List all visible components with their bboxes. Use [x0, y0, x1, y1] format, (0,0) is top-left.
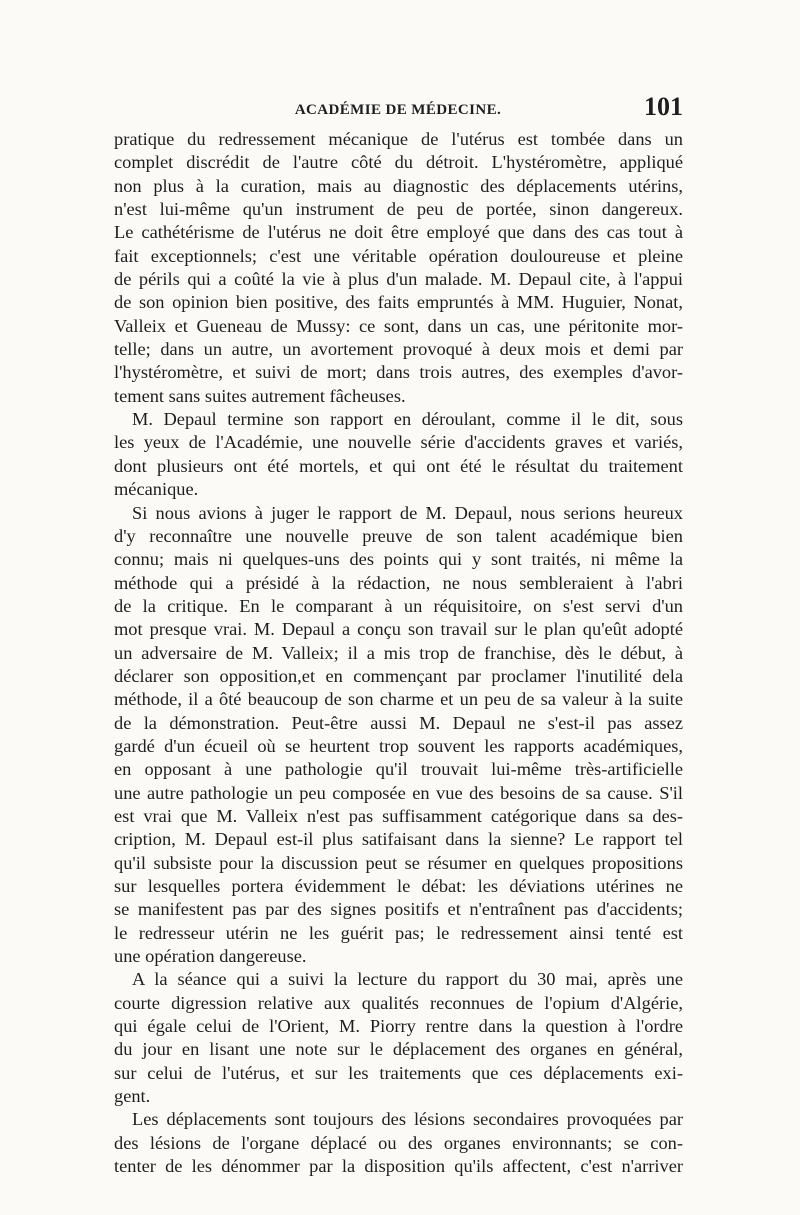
text-line: le redresseur utérin ne les guérit pas; le redressement ainsi tenté est [114, 922, 683, 943]
paragraph-start-line: Les déplacements sont toujours des lésions secondaires provoquées par [132, 1109, 683, 1130]
text-line: sur lesquelles portera évidemment le débat: les déviations utérines ne [114, 876, 683, 896]
paragraph-end-line: tement sans suites autrement fâcheuses. [114, 385, 406, 406]
text-line: un adversaire de M. Valleix; il a mis trop de franchise, dès le début, à [114, 642, 683, 663]
text-line: complet discrédit de l'autre côté du détroit. L'hystéromètre, appliqué [114, 152, 683, 173]
text-line: courte digression relative aux qualités reconnues de l'opium d'Algérie, [114, 992, 683, 1013]
text-line: Le cathétérisme de l'utérus ne doit être employé que dans des cas tout à [114, 222, 683, 243]
page-number: 101 [644, 92, 683, 121]
text-line: dont plusieurs ont été mortels, et qui ont été le résultat du traitement [114, 455, 683, 476]
text-line: déclarer son opposition,et en commençant par proclamer l'inutilité dela [114, 665, 683, 686]
text-line: méthode qui a présidé à la rédaction, ne nous sembleraient à l'abri [114, 572, 683, 593]
paragraph-end-line: une opération dangereuse. [114, 946, 307, 967]
text-line: pratique du redressement mécanique de l'utérus est tombée dans un [114, 129, 683, 149]
text-line: des lésions de l'organe déplacé ou des organes environnants; se con- [114, 1132, 683, 1153]
text-line: cription, M. Depaul est-il plus satifaisant dans la sienne? Le rapport tel [114, 829, 683, 850]
text-line: tenter de les dénommer par la disposition qu'ils affectent, c'est n'arriver [114, 1156, 683, 1177]
text-line: du jour en lisant une note sur le déplacement des organes en général, [114, 1039, 683, 1060]
text-line: fait exceptionnels; c'est une véritable opération douloureuse et pleine [114, 245, 683, 266]
text-line: d'y reconnaître une nouvelle preuve de son talent académique bien [114, 525, 683, 546]
text-line: de la critique. En le comparant à un réquisitoire, on s'est servi d'un [114, 595, 683, 616]
text-line: en opposant à une pathologie qu'il trouvait lui-même très-artificielle [114, 759, 683, 780]
text-line: l'hystéromètre, et suivi de mort; dans trois autres, des exemples d'avor- [114, 362, 683, 383]
text-line: de la démonstration. Peut-être aussi M. Depaul ne s'est-il pas assez [114, 712, 683, 733]
paragraph-start-line: M. Depaul termine son rapport en déroulant, comme il le dit, sous [132, 409, 683, 430]
paragraph-end-line: gent. [114, 1086, 151, 1107]
text-line: de son opinion bien positive, des faits empruntés à MM. Huguier, Nonat, [114, 292, 683, 313]
text-line: les yeux de l'Académie, une nouvelle série d'accidents graves et variés, [114, 432, 683, 453]
text-line: Valleix et Gueneau de Mussy: ce sont, dans un cas, une péritonite mor- [114, 315, 683, 336]
running-head [113, 92, 683, 122]
text-line: est vrai que M. Valleix n'est pas suffisamment catégorique dans sa des- [114, 805, 683, 826]
running-title: ACADÉMIE DE MÉDECINE. [294, 102, 502, 118]
text-line: sur celui de l'utérus, et sur les traitements que ces déplacements exi- [114, 1062, 683, 1083]
text-line: n'est lui-même qu'un instrument de peu de portée, sinon dangereux. [114, 199, 683, 220]
text-line: de périls qui a coûté la vie à plus d'un malade. M. Depaul cite, à l'appui [114, 269, 683, 290]
body-text [114, 128, 683, 1178]
text-line: telle; dans un autre, un avortement provoqué à deux mois et demi par [114, 339, 683, 360]
text-line: mot presque vrai. M. Depaul a conçu son travail sur le plan qu'eût adopté [114, 619, 683, 640]
paragraph-start-line: Si nous avions à juger le rapport de M. Depaul, nous serions heureux [132, 502, 683, 523]
paragraph-end-line: mécanique. [114, 479, 199, 500]
text-line: gardé d'un écueil où se heurtent trop souvent les rapports académiques, [114, 735, 683, 756]
text-line: se manifestent pas par des signes positifs et n'entraînent pas d'accidents; [114, 899, 683, 920]
text-line: connu; mais ni quelques-uns des points qui y sont traités, ni même la [114, 549, 683, 570]
text-line: non plus à la curation, mais au diagnostic des déplacements utérins, [114, 175, 683, 196]
text-line: une autre pathologie un peu composée en vue des besoins de sa cause. S'il [114, 782, 683, 803]
paragraph-start-line: A la séance qui a suivi la lecture du rapport du 30 mai, après une [132, 969, 683, 990]
text-line: qu'il subsiste pour la discussion peut se résumer en quelques propositions [114, 852, 683, 873]
text-line: méthode, il a ôté beaucoup de son charme et un peu de sa valeur à la suite [114, 689, 683, 710]
text-line: qui égale celui de l'Orient, M. Piorry rentre dans la question à l'ordre [114, 1016, 683, 1037]
